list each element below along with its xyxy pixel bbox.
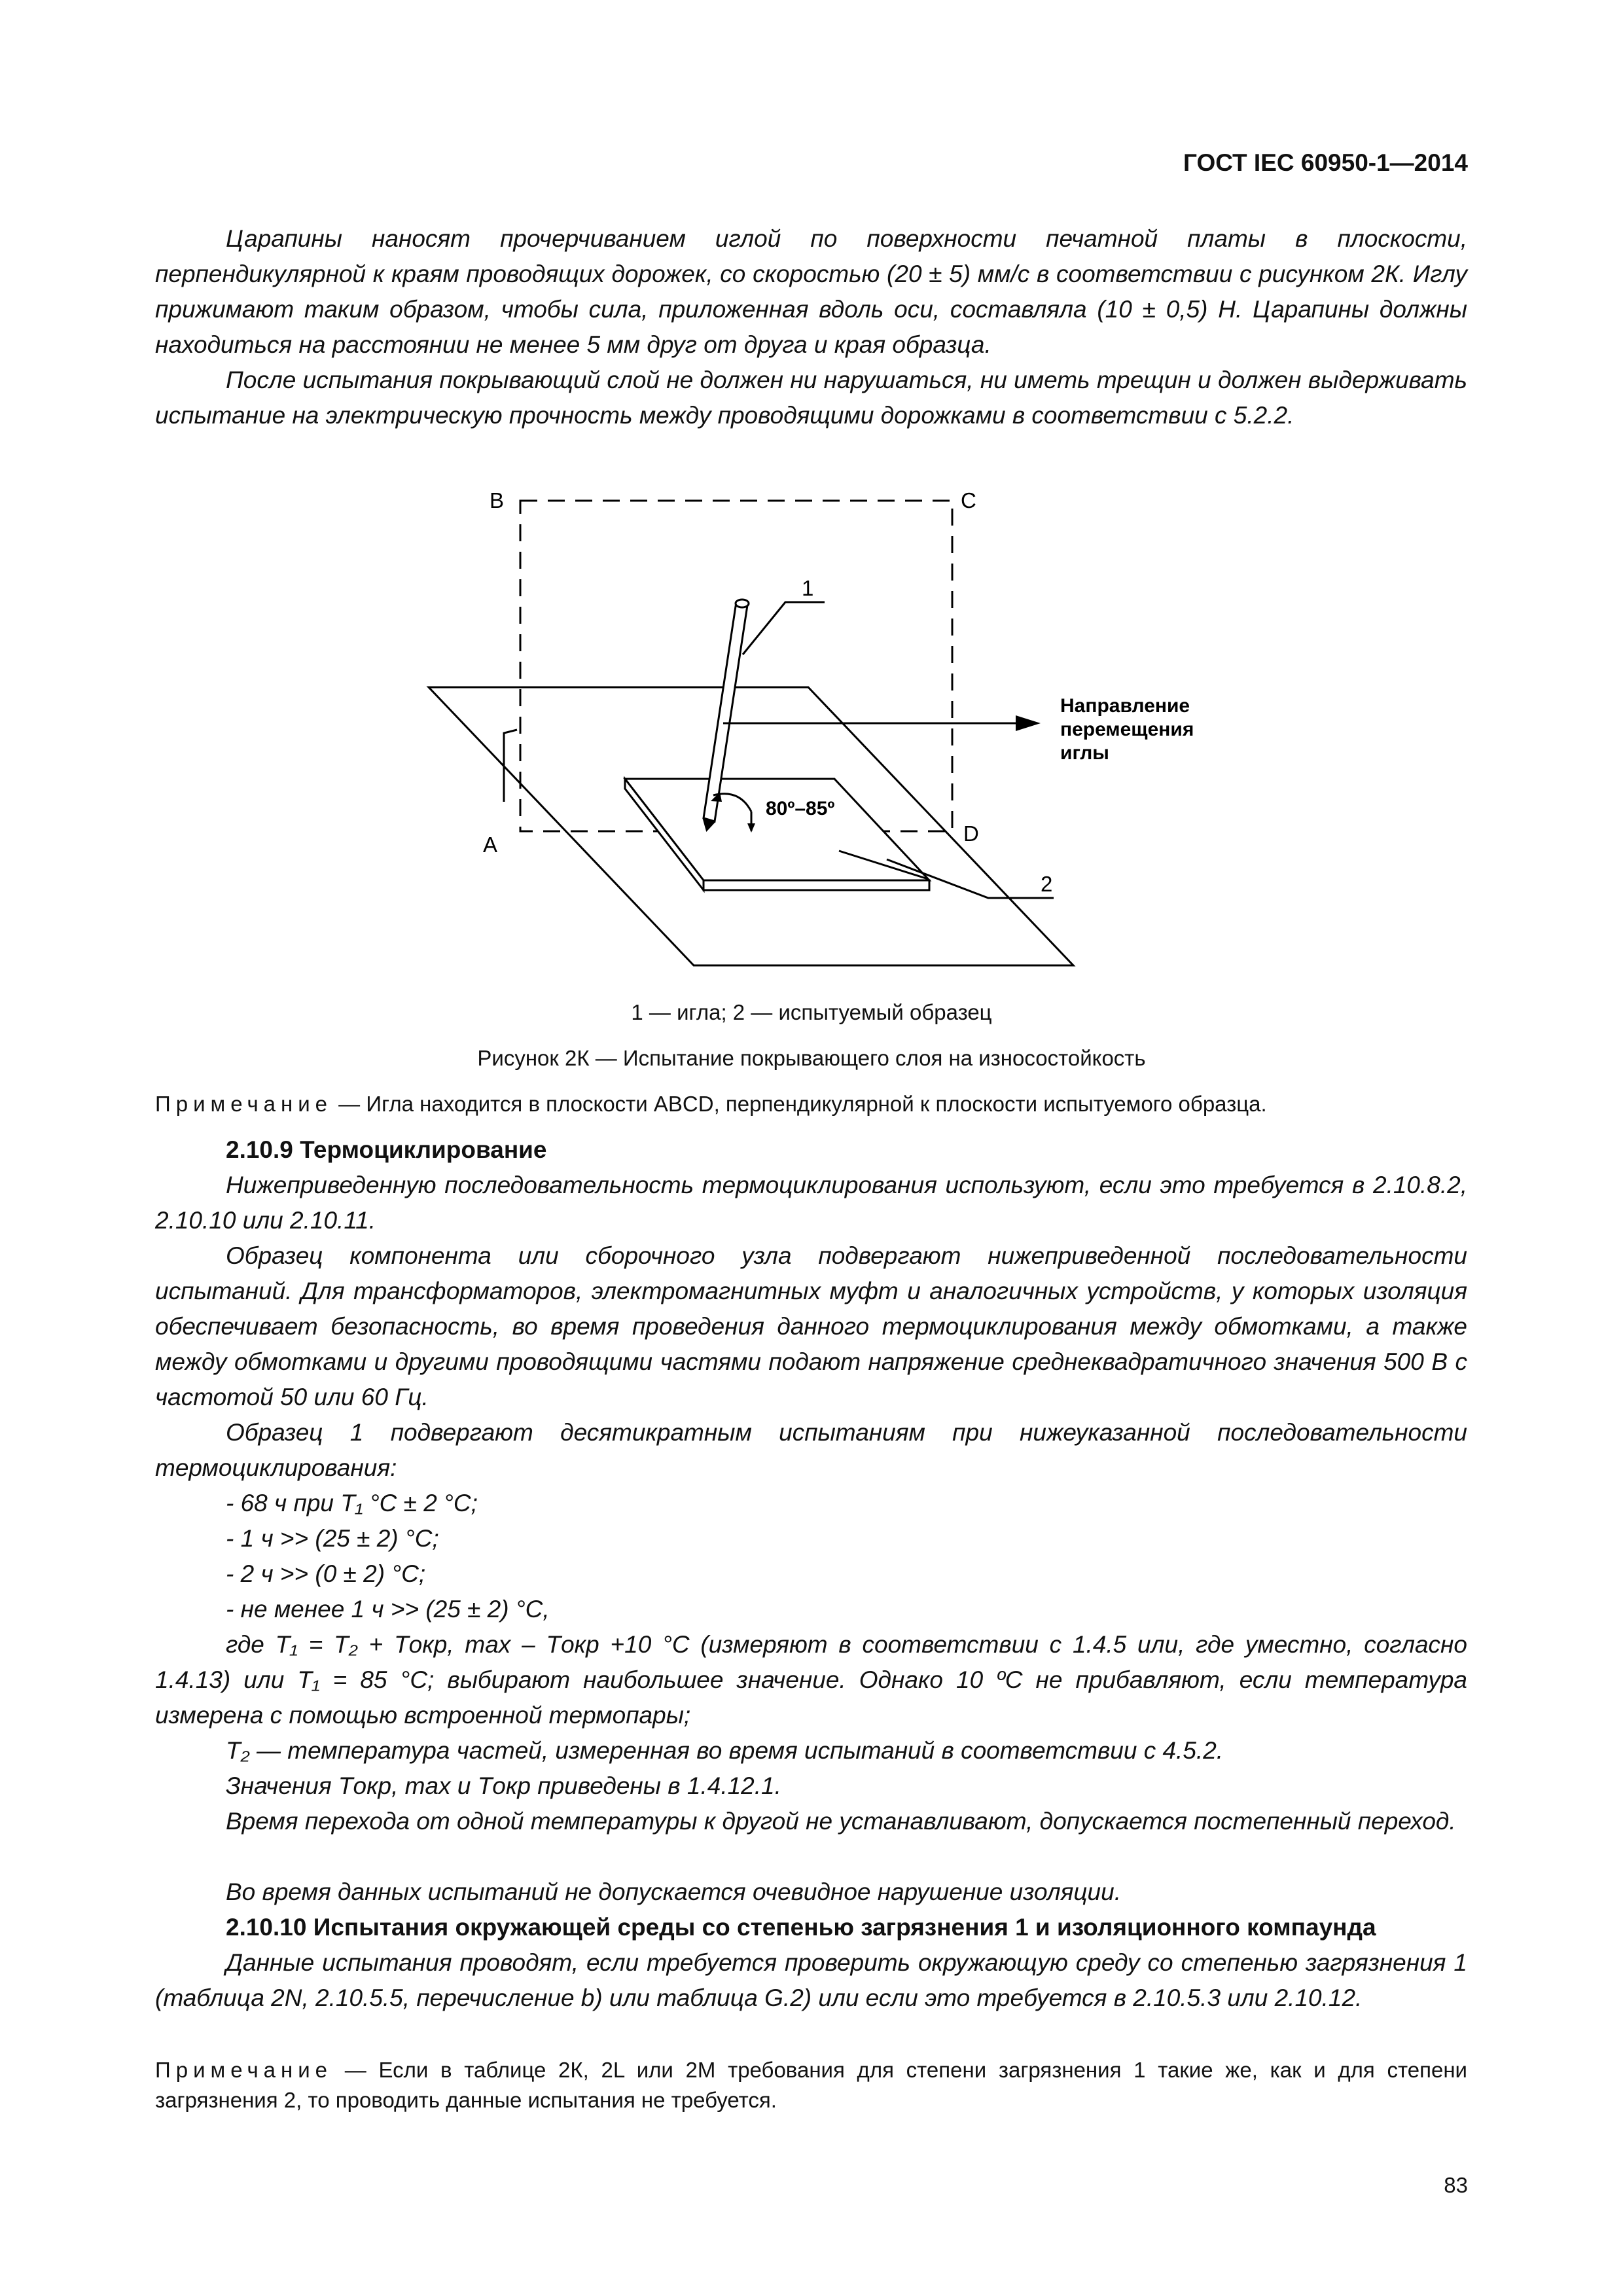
note-2-label: Примечание	[155, 2058, 333, 2082]
section-2-10-9-p3: Образец 1 подвергают десятикратным испытаниям при нижеуказанной последовательности термоциклирования:	[155, 1419, 1467, 1481]
direction-label-line-3: иглы	[1060, 742, 1109, 764]
label-a: A	[482, 833, 497, 857]
section-2-10-9-p4: где T₁ = T₂ + Tокр, max – Tокр +10 °C (измеряют в соответствии с 1.4.5 или, где уместно, согласно 1.4.13) или T₁ = 85 °C; выбирают наибольшее значение. Однако 10 ºC не прибавляют, если температура измерена с помощью встроенной термопары;	[155, 1631, 1467, 1729]
figure-2k-diagram	[0, 0, 1623, 1021]
section-2-10-9-p1: Нижеприведенную последовательность термоциклирования используют, если это требуется в 2.10.8.2, 2.10.10 или 2.10.11.	[155, 1172, 1467, 1234]
list-item: - 1 ч >> (25 ± 2) °C;	[226, 1525, 439, 1552]
section-2-10-9-p6: Значения Tокр, max и Tокр приведены в 1.4.12.1.	[226, 1772, 781, 1799]
list-item: - 2 ч >> (0 ± 2) °C;	[226, 1560, 426, 1587]
label-b: B	[489, 488, 504, 512]
label-d: D	[963, 821, 979, 846]
section-2-10-9-heading: 2.10.9 Термоциклирование	[226, 1136, 547, 1163]
page-number: 83	[1444, 2173, 1468, 2197]
figure-legend: 1 — игла; 2 — испытуемый образец	[631, 1000, 992, 1024]
section-2-10-10-p1: Данные испытания проводят, если требуется проверить окружающую среду со степенью загрязнения 1 (таблица 2N, 2.10.5.5, перечисление b) или таблица G.2) или если это требуется в 2.10.5.3 или 2.10.12.	[155, 1949, 1467, 2011]
direction-label-line-1: Направление	[1060, 695, 1190, 717]
list-item: - 68 ч при T₁ °C ± 2 °C;	[226, 1490, 478, 1516]
note-1-text: — Игла находится в плоскости ABCD, перпендикулярной к плоскости испытуемого образца.	[332, 1092, 1267, 1116]
note-1-label: Примечание	[155, 1092, 333, 1116]
intro-paragraph-2: После испытания покрывающий слой не должен ни нарушаться, ни иметь трещин и должен выдерживать испытание на электрическую прочность между проводящими дорожками в соответствии с 5.2.2.	[155, 367, 1467, 429]
angle-label: 80º–85º	[766, 798, 835, 819]
section-2-10-9-p2: Образец компонента или сборочного узла подвергают нижеприведенной последовательности испытаний. Для трансформаторов, электромагнитных муфт и аналогичных устройств, у которых изоляция обеспечивает безопасность, во время проведения данного термоциклирования между обмотками, а также между обмотками и другими проводящими частями подают напряжение среднеквадратичного значения 500 В с частотой 50 или 60 Гц.	[155, 1242, 1467, 1410]
note-2	[155, 2055, 1467, 2115]
figure-caption: Рисунок 2К — Испытание покрывающего слоя на износостойкость	[477, 1046, 1146, 1070]
note-1	[155, 1089, 1467, 1119]
list-item: - не менее 1 ч >> (25 ± 2) °C,	[226, 1596, 550, 1623]
label-c: C	[961, 488, 976, 512]
cycle-list	[226, 1486, 550, 1627]
note-2-text: — Если в таблице 2К, 2L или 2М требования для степени загрязнения 1 такие же, как и для степени загрязнения 2, то проводить данные испытания не требуется.	[155, 2058, 1467, 2112]
intro-paragraph-1: Царапины наносят прочерчиванием иглой по поверхности печатной платы в плоскости, перпендикулярной к краям проводящих дорожек, со скоростью (20 ± 5) мм/с в соответствии с рисунком 2К. Иглу прижимают таким образом, чтобы сила, приложенная вдоль оси, составляла (10 ± 0,5) Н. Царапины должны находиться на расстоянии не менее 5 мм друг от друга и края образца.	[155, 225, 1467, 358]
section-2-10-9-p5: T₂ — температура частей, измеренная во время испытаний в соответствии с 4.5.2.	[226, 1737, 1224, 1764]
section-2-10-9-p7: Время перехода от одной температуры к другой не устанавливают, допускается постепенный переход.	[226, 1808, 1456, 1835]
section-2-10-10-heading: 2.10.10 Испытания окружающей среды со степенью загрязнения 1 и изоляционного компаунда	[226, 1914, 1376, 1941]
label-1: 1	[802, 576, 814, 600]
document-header: ГОСТ IEC 60950-1—2014	[1183, 149, 1468, 176]
direction-label-line-2: перемещения	[1060, 719, 1194, 740]
section-2-10-9-p8: Во время данных испытаний не допускается очевидное нарушение изоляции.	[226, 1878, 1121, 1905]
label-2: 2	[1041, 872, 1053, 896]
